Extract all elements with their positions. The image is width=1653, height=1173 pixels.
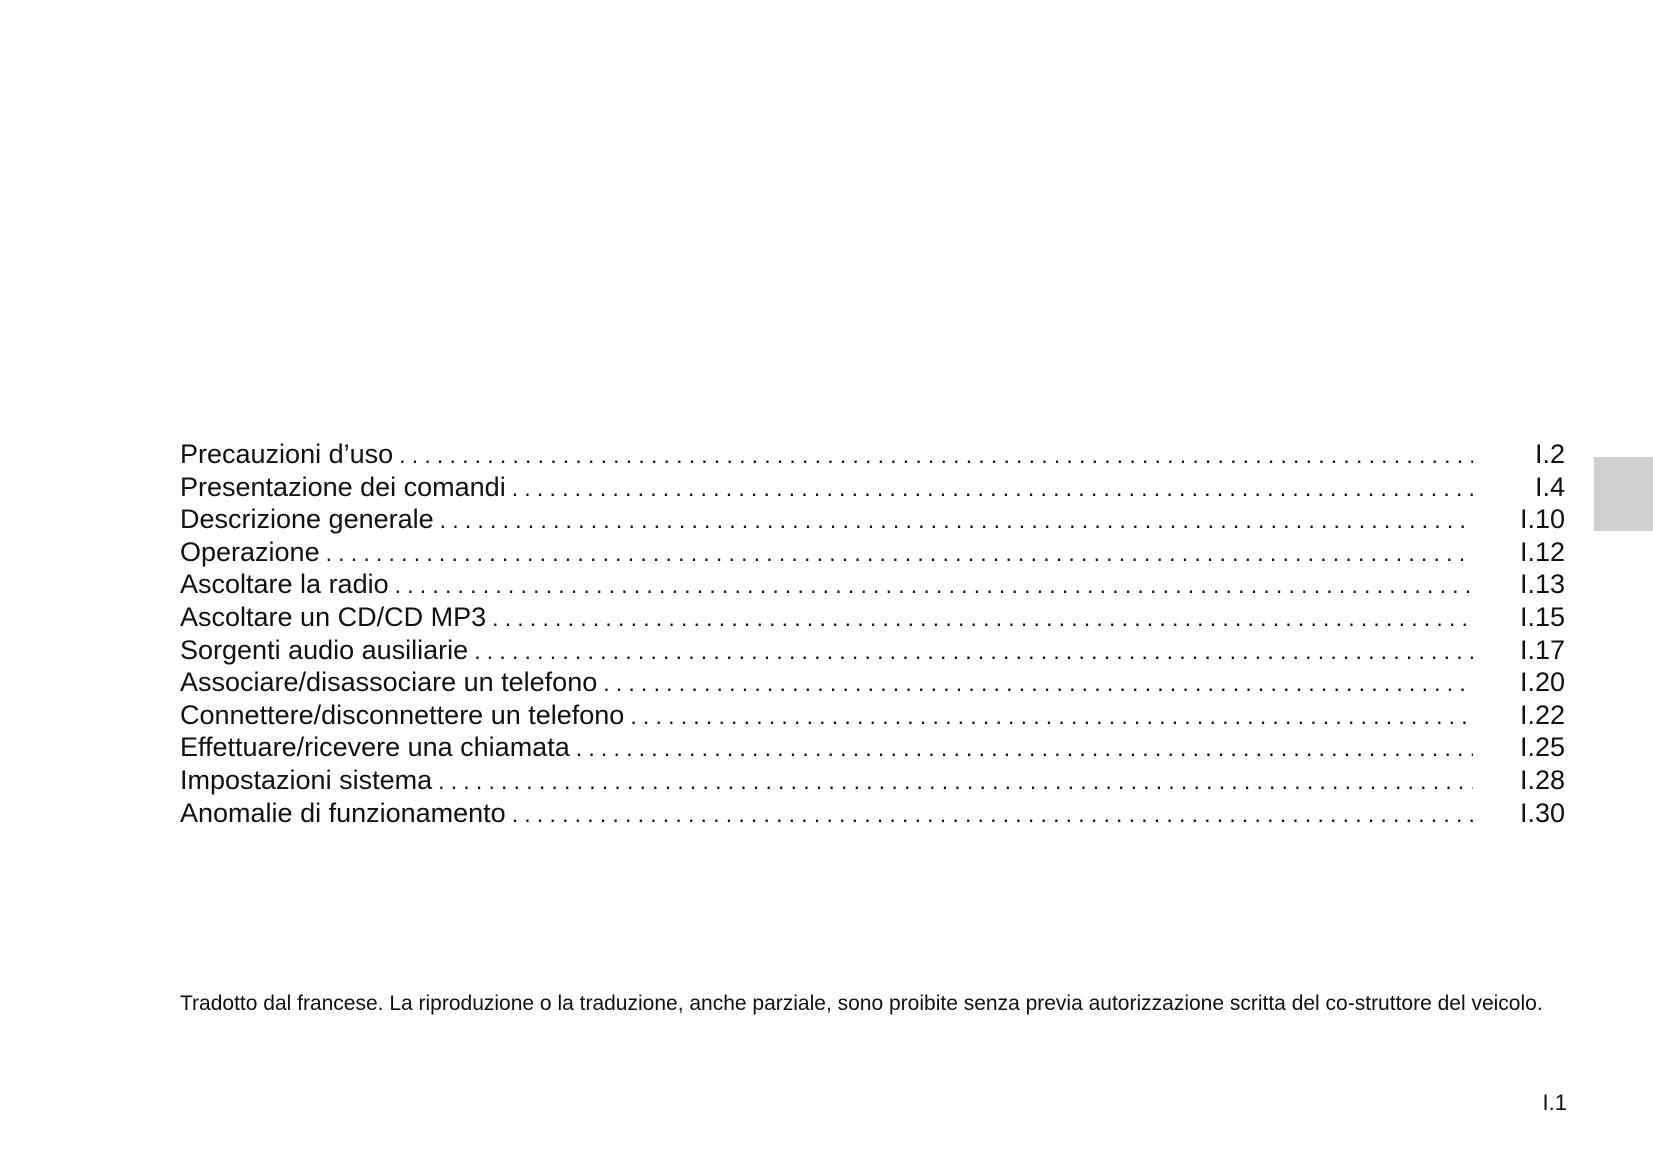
toc-entry-page: I.4 (1534, 471, 1565, 502)
chapter-tab-marker (1594, 457, 1653, 531)
toc-entry-label: Ascoltare un CD/CD MP3 (180, 601, 487, 632)
toc-entry-impostazioni[interactable] (180, 764, 1565, 797)
copyright-note: Tradotto dal francese. La riproduzione o la traduzione, anche parziale, sono proibite senza previa autorizzazione scritta del co-struttore del veicolo. (180, 992, 1543, 1015)
toc-leader-dots (438, 765, 1473, 798)
toc-entry-page: I.28 (1519, 764, 1565, 795)
toc-entry-page: I.12 (1519, 536, 1565, 567)
toc-entry-label: Descrizione generale (180, 504, 434, 535)
toc-leader-dots (440, 504, 1473, 537)
toc-leader-dots (474, 635, 1473, 668)
toc-leader-dots (576, 732, 1473, 765)
toc-leader-dots (492, 602, 1473, 635)
toc-leader-dots (326, 537, 1473, 570)
toc-entry-page: I.10 (1519, 504, 1565, 535)
table-of-contents (180, 438, 1565, 829)
toc-entry-label: Associare/disassociare un telefono (180, 667, 598, 698)
toc-leader-dots (512, 472, 1473, 505)
toc-entry-label: Sorgenti audio ausiliarie (180, 634, 469, 665)
toc-entry-label: Ascoltare la radio (180, 569, 389, 600)
toc-entry-label: Presentazione dei comandi (180, 471, 506, 502)
toc-entry-label: Effettuare/ricevere una chiamata (180, 732, 570, 763)
toc-entry-precauzioni[interactable] (180, 438, 1565, 471)
toc-entry-page: I.13 (1519, 569, 1565, 600)
toc-entry-label: Anomalie di funzionamento (180, 797, 506, 828)
toc-leader-dots (630, 700, 1473, 733)
toc-entry-cd[interactable] (180, 601, 1565, 634)
toc-entry-label: Operazione (180, 536, 320, 567)
toc-entry-label: Precauzioni d’uso (180, 439, 394, 469)
toc-entry-page: I.17 (1519, 634, 1565, 665)
toc-leader-dots (512, 798, 1473, 831)
page-number: I.1 (1542, 1090, 1567, 1115)
toc-entry-associare[interactable] (180, 666, 1565, 699)
toc-leader-dots (603, 667, 1473, 700)
toc-entry-page: I.22 (1519, 699, 1565, 730)
toc-entry-page: I.15 (1519, 601, 1565, 632)
toc-entry-anomalie[interactable] (180, 797, 1565, 830)
toc-entry-connettere[interactable] (180, 699, 1565, 732)
toc-entry-radio[interactable] (180, 568, 1565, 601)
toc-entry-page: I.20 (1519, 667, 1565, 698)
toc-entry-page: I.2 (1534, 439, 1565, 469)
toc-leader-dots (399, 439, 1473, 472)
toc-entry-sorgenti[interactable] (180, 634, 1565, 667)
toc-entry-label: Connettere/disconnettere un telefono (180, 699, 625, 730)
toc-entry-operazione[interactable] (180, 536, 1565, 569)
toc-entry-page: I.25 (1519, 732, 1565, 763)
toc-entry-chiamata[interactable] (180, 731, 1565, 764)
toc-entry-presentazione[interactable] (180, 471, 1565, 504)
toc-leader-dots (395, 569, 1473, 602)
toc-entry-descrizione[interactable] (180, 503, 1565, 536)
toc-entry-page: I.30 (1519, 797, 1565, 828)
toc-entry-label: Impostazioni sistema (180, 764, 433, 795)
